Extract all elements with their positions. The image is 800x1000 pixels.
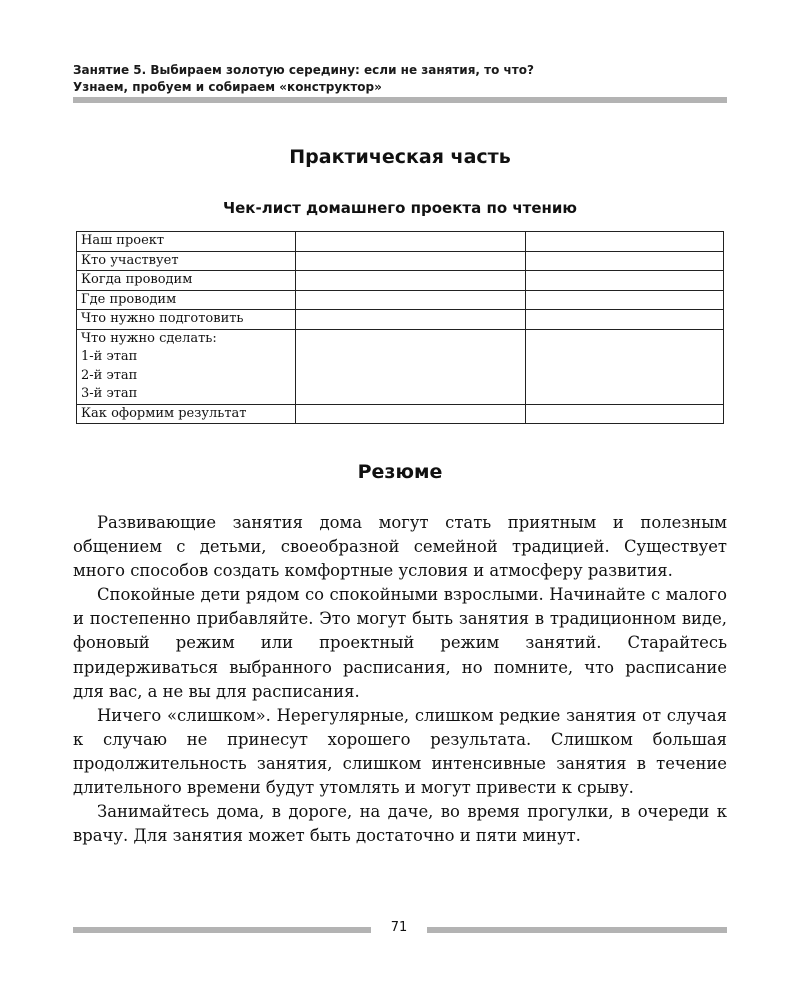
header-rule [73,97,727,103]
empty-cell [526,329,724,404]
header-line-2: Узнаем, пробуем и собираем «конструктор» [73,80,382,94]
empty-cell [296,271,526,291]
resume-title: Резюме [357,461,443,483]
empty-cell [526,232,724,252]
row-label: Где проводим [77,290,296,310]
checklist-title: Чек-лист домашнего проекта по чтению [223,199,577,217]
empty-cell [526,251,724,271]
page-number: 71 [390,920,408,935]
footer-rule-left [73,927,371,933]
empty-cell [296,232,526,252]
table-row [77,290,724,310]
empty-cell [526,290,724,310]
resume-body [73,511,727,848]
row-label-multiline [77,329,296,404]
empty-cell [296,404,526,424]
paragraph: Ничего «слишком». Нерегулярные, слишком редкие занятия от случая к случаю не принесут хорошего результата. Слишком большая продолжительность занятия, слишком интенсивные занятия в течение длительного времени будут утомлять и могут привести к срыву. [73,705,727,798]
row-label-line: Что нужно сделать: [81,330,217,346]
row-label: Кто участвует [77,251,296,271]
row-label-line: 1-й этап [81,349,138,364]
table-row [77,404,724,424]
row-label-line: 2-й этап [81,367,138,383]
empty-cell [526,310,724,330]
row-label: Когда проводим [77,271,296,291]
table-row [77,232,724,252]
row-label: Наш проект [77,232,296,252]
table-row [77,310,724,330]
empty-cell [526,404,724,424]
row-label: Что нужно подготовить [77,310,296,330]
row-label-line: 3-й этап [81,386,138,401]
checklist-table [76,231,724,424]
row-label: Как оформим результат [77,404,296,424]
table-row [77,251,724,271]
empty-cell [296,329,526,404]
empty-cell [526,271,724,291]
footer-rule-right [427,927,727,933]
paragraph: Занимайтесь дома, в дороге, на даче, во время прогулки, в очереди к врачу. Для занятия может быть достаточно и пяти минут. [73,802,727,846]
running-header [73,62,733,96]
header-line-1: Занятие 5. Выбираем золотую середину: если не занятия, то что? [73,63,534,77]
empty-cell [296,310,526,330]
paragraph: Спокойные дети рядом со спокойными взрослыми. Начинайте с малого и постепенно прибавляйте. Это могут быть занятия в традиционном виде, фоновый режим или проектный режим занятий. Старайтесь придерживаться выбранного расписания, но помните, что расписание для вас, а не вы для расписания. [73,585,727,701]
table-row [77,329,724,404]
empty-cell [296,290,526,310]
table-row [77,271,724,291]
empty-cell [296,251,526,271]
paragraph: Развивающие занятия дома могут стать приятным и полезным общением с детьми, своеобразной семейной традицией. Существует много способов создать комфортные условия и атмосферу развития. [73,513,727,581]
practical-part-title: Практическая часть [289,146,511,168]
